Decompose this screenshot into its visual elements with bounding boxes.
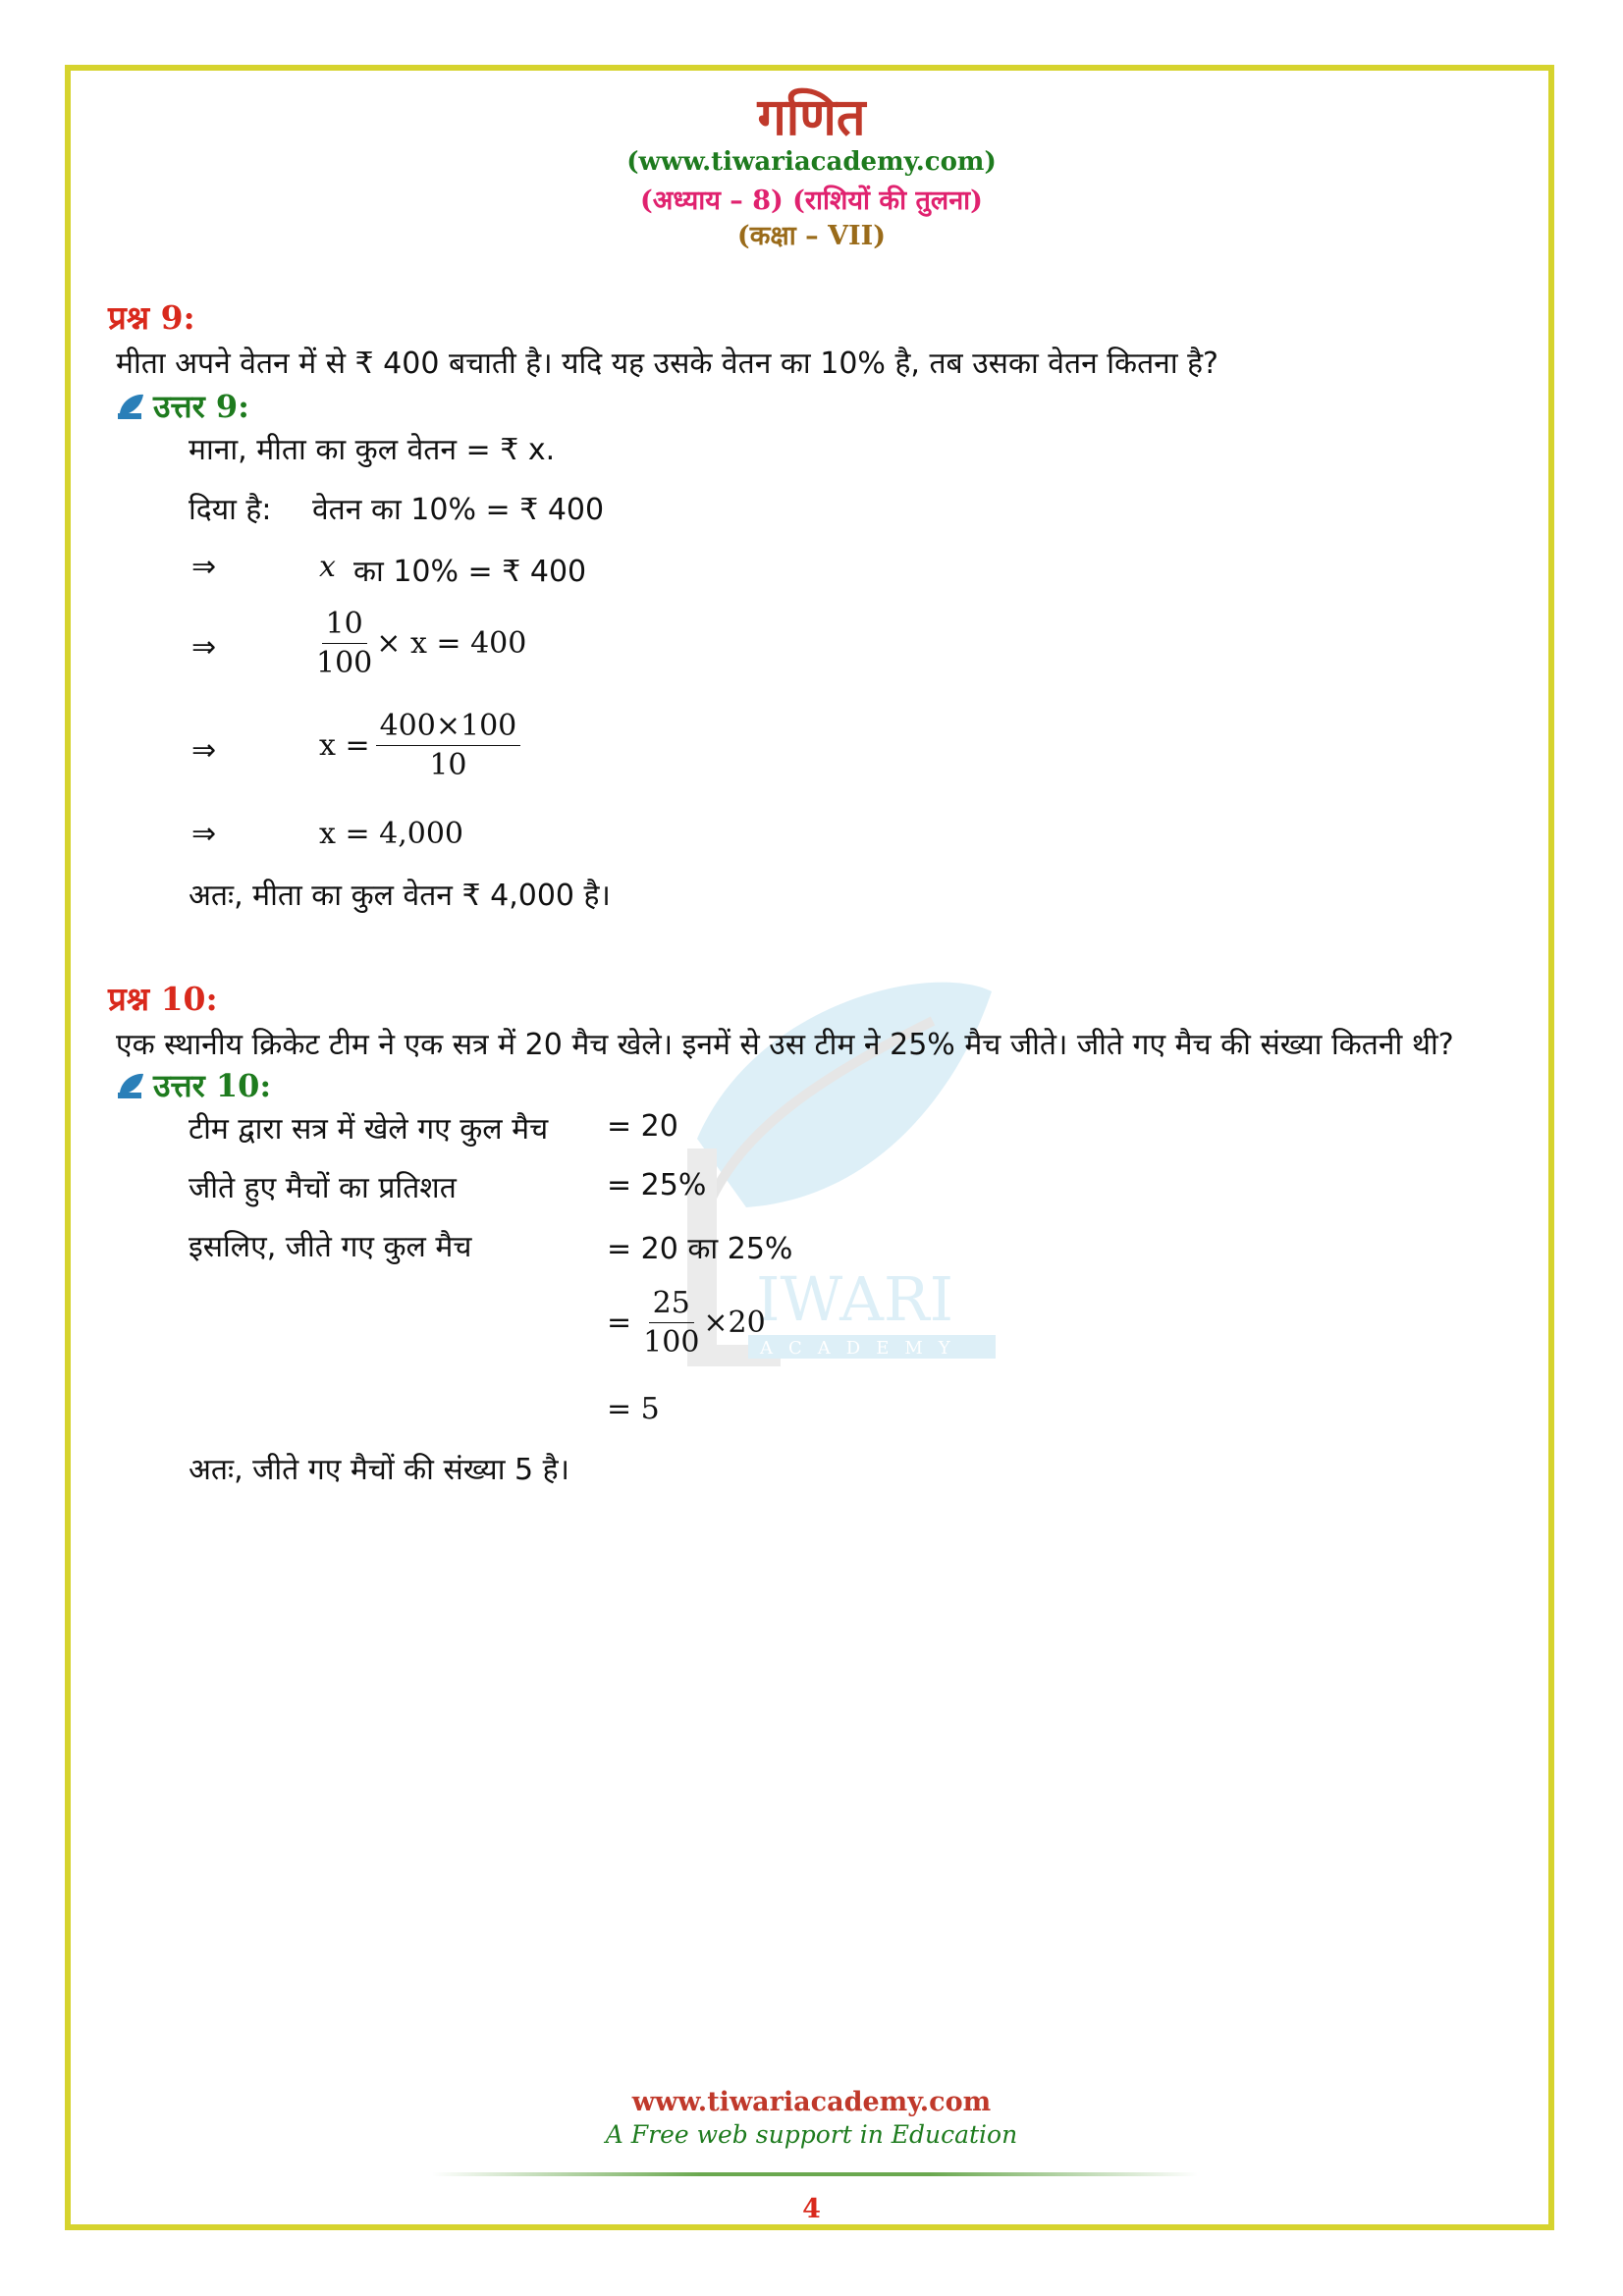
row-matches-won-value: = 20 का 25% <box>607 1232 793 1266</box>
page-number: 4 <box>802 2194 821 2224</box>
row-matches-won-label: इसलिए, जीते गए कुल मैच <box>189 1230 472 1264</box>
fraction-numerator: 25 <box>649 1286 694 1323</box>
leaf-icon <box>116 392 145 421</box>
given-label: दिया है: <box>189 493 272 527</box>
answer-10-label: उत्तर 10: <box>153 1067 272 1104</box>
step2-expression: × x = 400 <box>376 626 527 661</box>
class-heading: (कक्षा – VII) <box>736 221 887 251</box>
implies-arrow: ⇒ <box>191 630 217 665</box>
page-title: गणित <box>757 87 866 147</box>
answer-9-assumption: माना, मीता का कुल वेतन = ₹ x. <box>189 433 556 467</box>
answer-9-conclusion: अतः, मीता का कुल वेतन ₹ 4,000 है। <box>189 879 611 913</box>
row-total-matches-label: टीम द्वारा सत्र में खेले गए कुल मैच <box>189 1112 549 1147</box>
step3-lhs: x = <box>319 728 370 763</box>
leaf-shape <box>697 983 992 1207</box>
leaf-icon <box>116 1071 145 1100</box>
implies-arrow: ⇒ <box>191 817 217 851</box>
row-fraction-step <box>607 1286 766 1360</box>
implies-arrow: ⇒ <box>191 550 217 584</box>
answer-10-conclusion: अतः, जीते गए मैचों की संख्या 5 है। <box>189 1453 569 1487</box>
footer-tagline: A Free web support in Education <box>605 2120 1018 2149</box>
question-10-text: एक स्थानीय क्रिकेट टीम ने एक सत्र में 20 मैच खेले। इनमें से उस टीम ने 25% मैच जीते। जीते गए मैच की संख्या कितनी थी? <box>116 1028 1454 1062</box>
fraction-400x100-over-10 <box>376 709 521 782</box>
header-site-link[interactable]: (www.tiwariacademy.com) <box>626 147 997 177</box>
footer-site-link[interactable]: www.tiwariacademy.com <box>631 2087 992 2117</box>
fraction-25-over-100 <box>639 1286 703 1360</box>
fraction-multiplier: ×20 <box>703 1306 766 1340</box>
fraction-10-over-100 <box>312 607 376 680</box>
fraction-numerator: 400×100 <box>376 709 521 746</box>
watermark-text: IWARI <box>756 1263 954 1335</box>
footer-divider <box>432 2172 1198 2176</box>
step1-expression: का 10% = ₹ 400 <box>353 555 587 589</box>
chapter-heading: (अध्याय – 8) (राशियों की तुलना) <box>640 186 983 216</box>
row-win-percent-value: = 25% <box>607 1168 707 1202</box>
step1-variable: x <box>319 550 336 584</box>
row-win-percent-label: जीते हुए मैचों का प्रतिशत <box>189 1171 457 1205</box>
question-9-text: मीता अपने वेतन में से ₹ 400 बचाती है। यदि यह उसके वेतन का 10% है, तब उसका वेतन कितना है? <box>116 347 1218 381</box>
step4-result: x = 4,000 <box>319 817 464 851</box>
fraction-denominator: 100 <box>316 646 373 680</box>
fraction-numerator: 10 <box>322 607 367 644</box>
watermark-subtext: ACADEMY <box>760 1338 966 1359</box>
fraction-denominator: 100 <box>643 1325 700 1360</box>
given-text: वेतन का 10% = ₹ 400 <box>312 493 605 527</box>
answer-9-label-row <box>116 385 249 427</box>
fraction-denominator: 10 <box>429 748 467 782</box>
answer-9-label: उत्तर 9: <box>153 388 249 425</box>
step2-equation <box>312 607 526 680</box>
question-10-label: प्रश्न 10: <box>108 980 218 1018</box>
equals-sign: = <box>607 1306 632 1340</box>
question-9-label: प्रश्न 9: <box>108 298 195 337</box>
implies-arrow: ⇒ <box>191 733 217 768</box>
row-final-value: = 5 <box>607 1392 660 1426</box>
row-total-matches-value: = 20 <box>607 1109 678 1144</box>
answer-10-label-row <box>116 1064 271 1106</box>
step3-equation <box>319 709 520 782</box>
